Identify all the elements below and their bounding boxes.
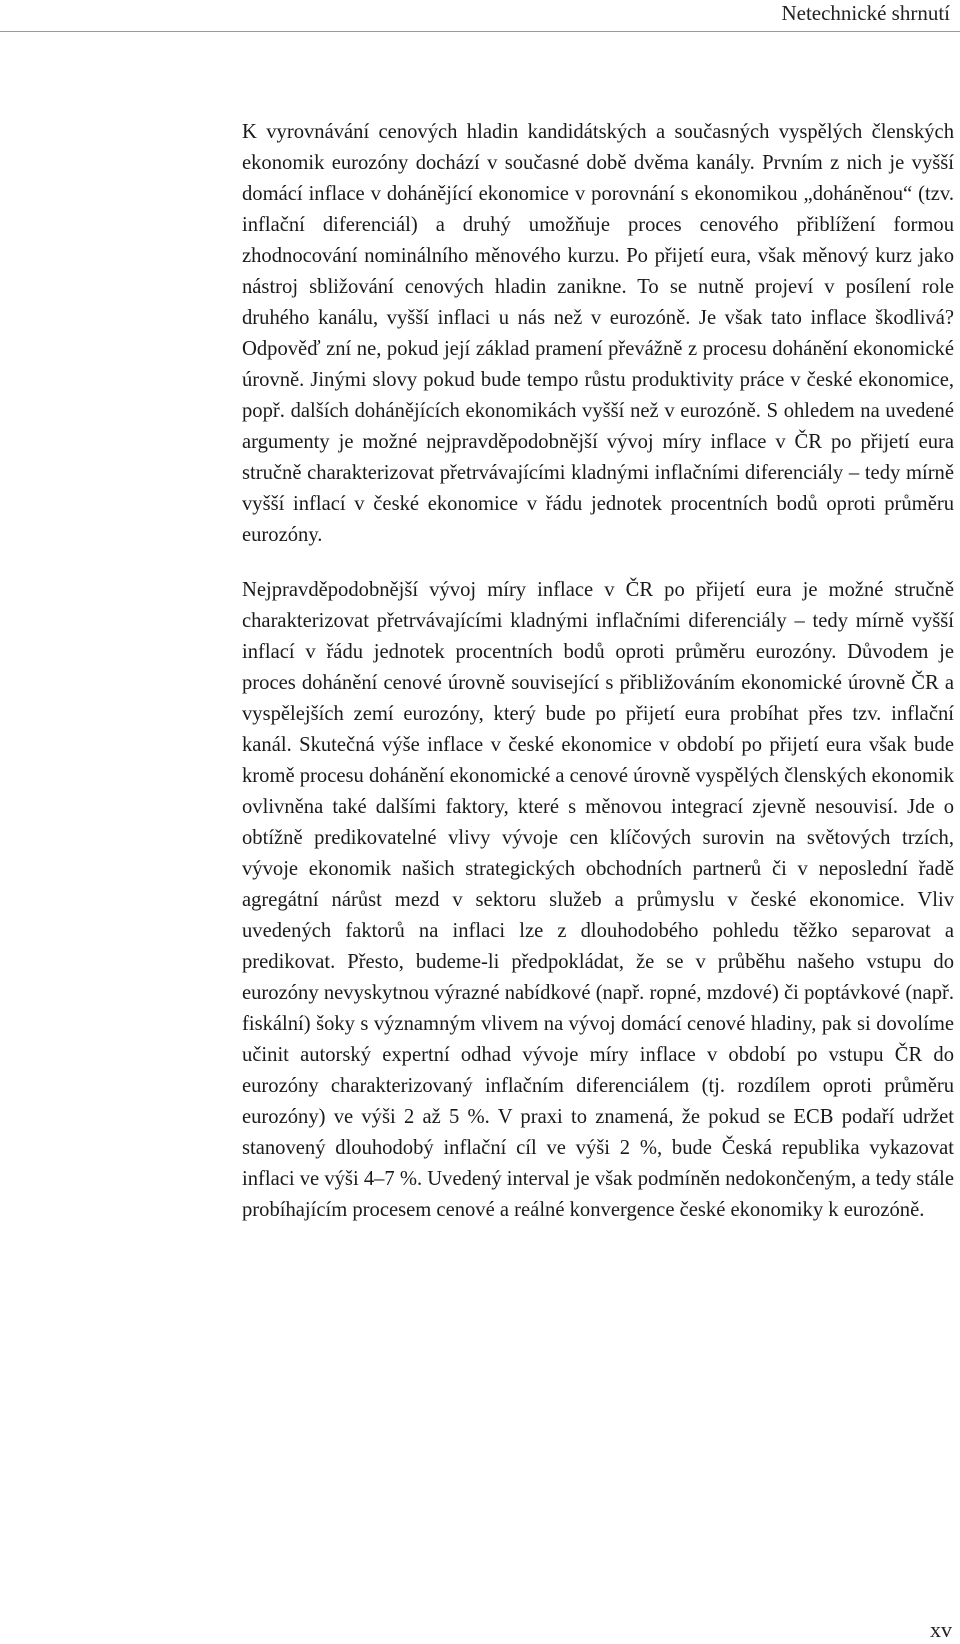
paragraph-1: K vyrovnávání cenových hladin kandidátských a současných vyspělých členských ekonomik eurozóny dochází v současné době dvěma kanály. Prvním z nich je vyšší domácí inflace v dohánějící ekonomice v porovnání s ekonomikou „doháněnou“ (tzv. inflační diferenciál) a druhý umožňuje proces cenového přiblížení formou zhodnocování nominálního měnového kurzu. Po přijetí eura, však měnový kurz jako nástroj sbližování cenových hladin zanikne. To se nutně projeví v posílení role druhého kanálu, vyšší inflaci u nás než v eurozóně. Je však tato inflace škodlivá? Odpověď zní ne, pokud její základ pramení převážně z procesu dohánění ekonomické úrovně. Jinými slovy pokud bude tempo růstu produktivity práce v české ekonomice, popř. dalších dohánějících ekonomikách vyšší než v eurozóně. S ohledem na uvedené argumenty je možné nejpravděpodobnější vývoj míry inflace v ČR po přijetí eura stručně charakterizovat přetrvávajícími kladnými inflačními diferenciály – tedy mírně vyšší inflací v české ekonomice v řádu jednotek procentních bodů oproti průměru eurozóny. xyxy=(242,121,954,546)
running-header-title: Netechnické shrnutí xyxy=(781,1,950,25)
paragraph-2: Nejpravděpodobnější vývoj míry inflace v ČR po přijetí eura je možné stručně charakterizovat přetrvávajícími kladnými inflačními diferenciály – tedy mírně vyšší inflací v řádu jednotek procentních bodů oproti průměru eurozóny. Důvodem je proces dohánění cenové úrovně související s přibližováním ekonomické úrovně ČR a vyspělejších zemí eurozóny, který bude po přijetí eura probíhat přes tzv. inflační kanál. Skutečná výše inflace v české ekonomice v období po přijetí eura však bude kromě procesu dohánění ekonomické a cenové úrovně vyspělých členských ekonomik ovlivněna také dalšími faktory, které s měnovou integrací zjevně nesouvisí. Jde o obtížně predikovatelné vlivy vývoje cen klíčových surovin na světových trzích, vývoje ekonomik našich strategických obchodních partnerů či v neposlední řadě agregátní nárůst mezd v sektoru služeb a průmyslu v české ekonomice. Vliv uvedených faktorů na inflaci lze z dlouhodobého pohledu těžko separovat a predikovat. Přesto, budeme-li předpokládat, že se v průběhu našeho vstupu do eurozóny nevyskytnou výrazné nabídkové (např. ropné, mzdové) či poptávkové (např. fiskální) šoky s významným vlivem na vývoj domácí cenové hladiny, pak si dovolíme učinit autorský expertní odhad vývoje míry inflace v období po vstupu ČR do eurozóny charakterizovaný inflačním diferenciálem (tj. rozdílem oproti průměru eurozóny) ve výši 2 až 5 %. V praxi to znamená, že pokud se ECB podaří udržet stanovený dlouhodobý inflační cíl ve výši 2 %, bude Česká republika vykazovat inflaci ve výši 4–7 %. Uvedený interval je však podmíněn nedokončeným, a tedy stále probíhajícím procesem cenové a reálné konvergence české ekonomiky k eurozóně. xyxy=(242,579,955,1221)
page-number: xv xyxy=(930,1617,952,1642)
body-text xyxy=(242,117,954,1226)
header-divider xyxy=(0,31,960,32)
